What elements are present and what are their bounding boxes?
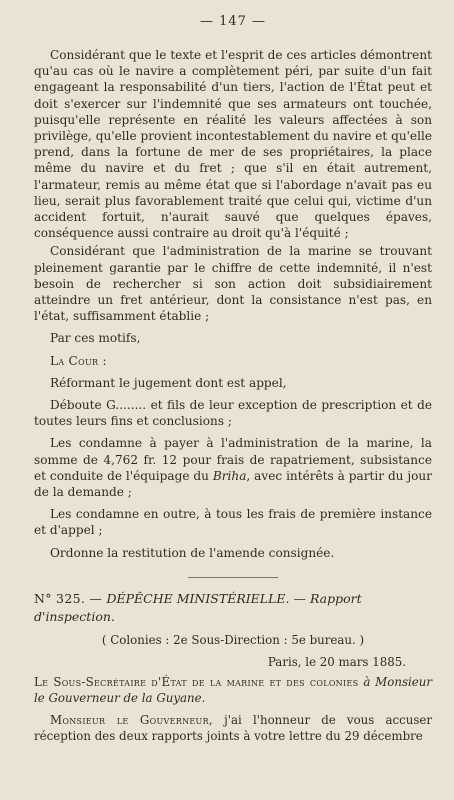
dispatch-subheading: ( Colonies : 2e Sous-Direction : 5e bureau. ) xyxy=(101,632,365,647)
dispatch-sender xyxy=(34,674,432,706)
paragraph-considerant-2: Considérant que l'administration de la marine se trouvant pleinement garantie par le chiffre de cette indemnité, il n'est besoin de rechercher si son action doit subsidiairement atteindre un fret antérieur, dont la consistance n'est pas, en l'état, suffisamment établie ; xyxy=(34,244,432,324)
dispatch-date: Paris, le 20 mars 1885. xyxy=(267,654,406,669)
paragraph-considerant-1: Considérant que le texte et l'esprit de ces articles démontrent qu'au cas où le navire a complètement péri, par suite d'un fait engageant la responsabilité d'un tiers, l'action de l'État peut et doit s'exercer sur l'indemnité que ses armateurs ont touchée, puisqu'elle représente en réalité les valeurs affectées à son privilège, qu'elle provient incontestablement du navire et qu'elle prend, dans la fortune de mer de ses propriétaires, la place même du navire et du fret ; que s'il en était autrement, l'armateur, remis au même état que si l'abordage n'avait pas eu lieu, serait plus favorablement traité que celui qui, victime d'un accident fortuit, n'aurait sauvé que quelques épaves, conséquence aussi contraire au droit qu'à l'équité ; xyxy=(34,48,432,241)
paragraph-frais: Les condamne en outre, à tous les frais de première instance et d'appel ; xyxy=(34,507,432,538)
dispatch-title: DÉPÊCHE MINISTÉRIELLE. — Rapport d'inspection. xyxy=(34,590,362,624)
paragraph-la-cour: La Cour : xyxy=(50,353,107,368)
dispatch-number: N° 325. — xyxy=(34,590,107,606)
paragraph-restitution: Ordonne la restitution de l'amende consignée. xyxy=(50,545,335,560)
condamne-text-b: , avec intérêts à partir du jour de la demande ; xyxy=(34,468,432,500)
paragraph-motifs: Par ces motifs, xyxy=(50,331,141,346)
ship-name: Briha xyxy=(212,468,247,483)
paragraph-reformant: Réformant le jugement dont est appel, xyxy=(50,375,287,390)
recipient: à Monsieur le Gouverneur de la Guyane. xyxy=(34,674,433,705)
paragraph-deboute: Déboute G........ et fils de leur exception de prescription et de toutes leurs fins et conclusions ; xyxy=(34,398,432,429)
body-text: j'ai l'honneur de vous accuser réception des deux rapports joints à votre lettre du 29 décembre xyxy=(34,712,432,743)
dispatch-heading xyxy=(34,590,432,626)
condamne-text-a: Les condamne à payer à l'administration de la marine, la somme de 4,762 fr. 12 pour frais de rapatriement, subsistance et conduite de l'équipage du xyxy=(34,436,432,483)
sender-title: Le Sous-Secrétaire d'État de la marine et des colonies xyxy=(34,674,364,689)
salutation: Monsieur le Gouverneur, xyxy=(50,712,213,727)
paragraph-condamne xyxy=(34,435,432,500)
dispatch-body xyxy=(34,712,432,744)
section-divider xyxy=(188,577,278,578)
page-number: — 147 — xyxy=(199,14,267,29)
